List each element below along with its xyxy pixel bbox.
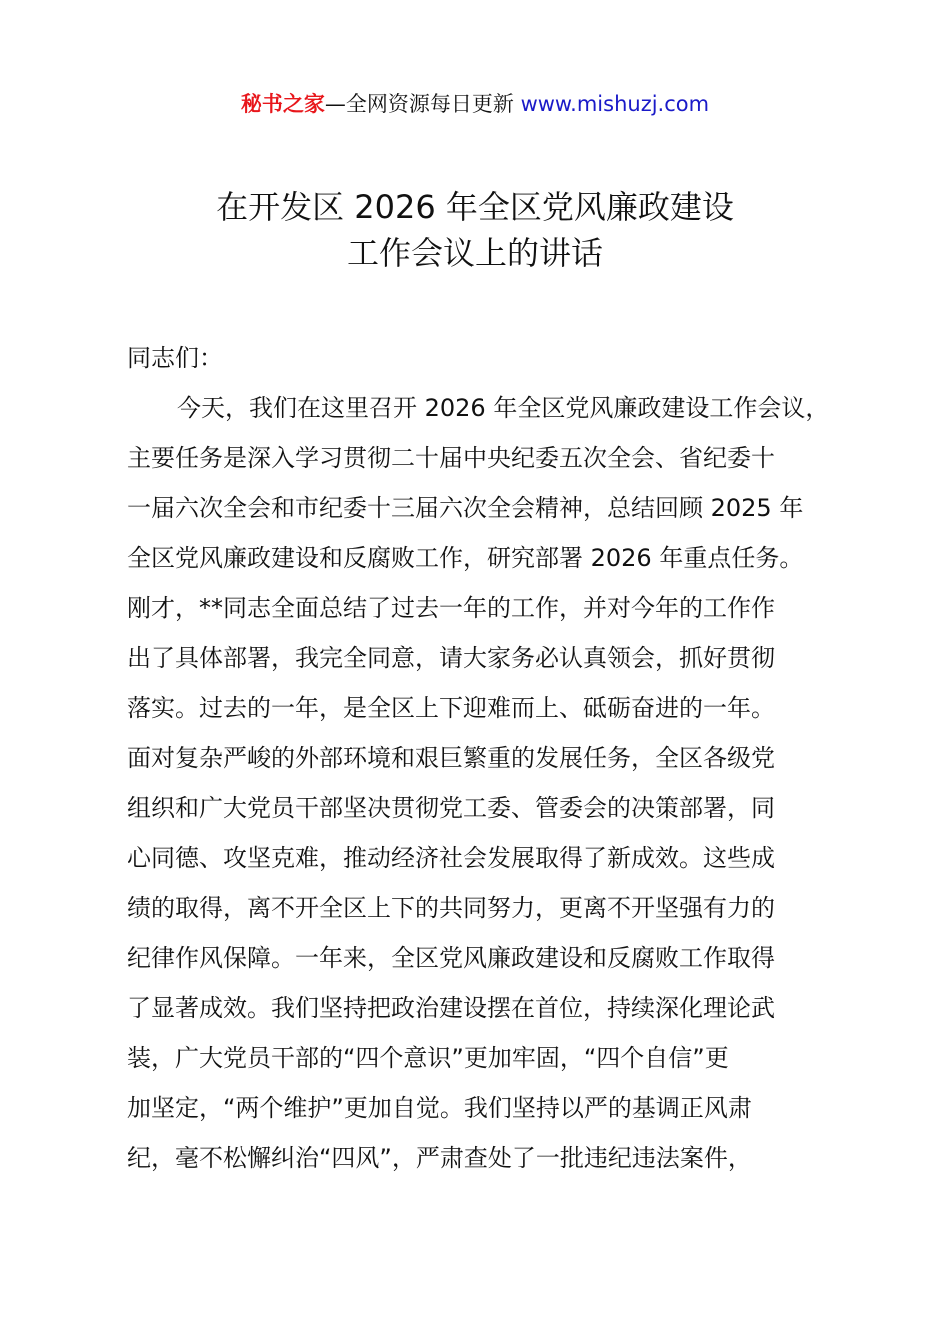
paragraph-line: 今天，我们在这里召开 2026 年全区党风廉政建设工作会议， xyxy=(177,394,830,422)
site-brand: 秘书之家 xyxy=(240,92,325,116)
site-url-link[interactable]: www.mishuzj.com xyxy=(520,92,710,116)
title-line: 在开发区 2026 年全区党风廉政建设 xyxy=(216,188,734,226)
paragraph-line: 绩的取得，离不开全区上下的共同努力，更离不开坚强有力的 xyxy=(127,894,775,922)
paragraph-line: 主要任务是深入学习贯彻二十届中央纪委五次全会、省纪委十 xyxy=(127,444,775,472)
site-header xyxy=(0,86,950,122)
paragraph-line: 加坚定，“两个维护”更加自觉。我们坚持以严的基调正风肃 xyxy=(127,1094,752,1122)
salutation: 同志们： xyxy=(127,344,223,372)
paragraph-line: 组织和广大党员干部坚决贯彻党工委、管委会的决策部署，同 xyxy=(127,794,775,822)
paragraph-line: 出了具体部署，我完全同意，请大家务必认真领会，抓好贯彻 xyxy=(127,644,775,672)
title-line: 工作会议上的讲话 xyxy=(346,234,603,272)
paragraph-line: 装，广大党员干部的“四个意识”更加牢固，“四个自信”更 xyxy=(127,1044,729,1072)
paragraph-line: 了显著成效。我们坚持把政治建设摆在首位，持续深化理论武 xyxy=(127,994,775,1022)
paragraph-line: 面对复杂严峻的外部环境和艰巨繁重的发展任务，全区各级党 xyxy=(127,744,775,772)
paragraph xyxy=(127,383,833,1183)
paragraph-line: 全区党风廉政建设和反腐败工作，研究部署 2026 年重点任务。 xyxy=(127,544,804,572)
document-body xyxy=(127,333,833,1183)
paragraph-line: 落实。过去的一年，是全区上下迎难而上、砥砺奋进的一年。 xyxy=(127,694,775,722)
site-tagline: —全网资源每日更新 xyxy=(324,92,521,116)
paragraph-line: 刚才，**同志全面总结了过去一年的工作，并对今年的工作作 xyxy=(127,594,775,622)
paragraph-line: 纪，毫不松懈纠治“四风”，严肃查处了一批违纪违法案件， xyxy=(127,1144,752,1172)
paragraph-line: 心同德、攻坚克难，推动经济社会发展取得了新成效。这些成 xyxy=(127,844,775,872)
paragraph-line: 一届六次全会和市纪委十三届六次全会精神，总结回顾 2025 年 xyxy=(127,494,804,522)
paragraph-line: 纪律作风保障。一年来，全区党风廉政建设和反腐败工作取得 xyxy=(127,944,775,972)
document-title xyxy=(0,184,950,276)
